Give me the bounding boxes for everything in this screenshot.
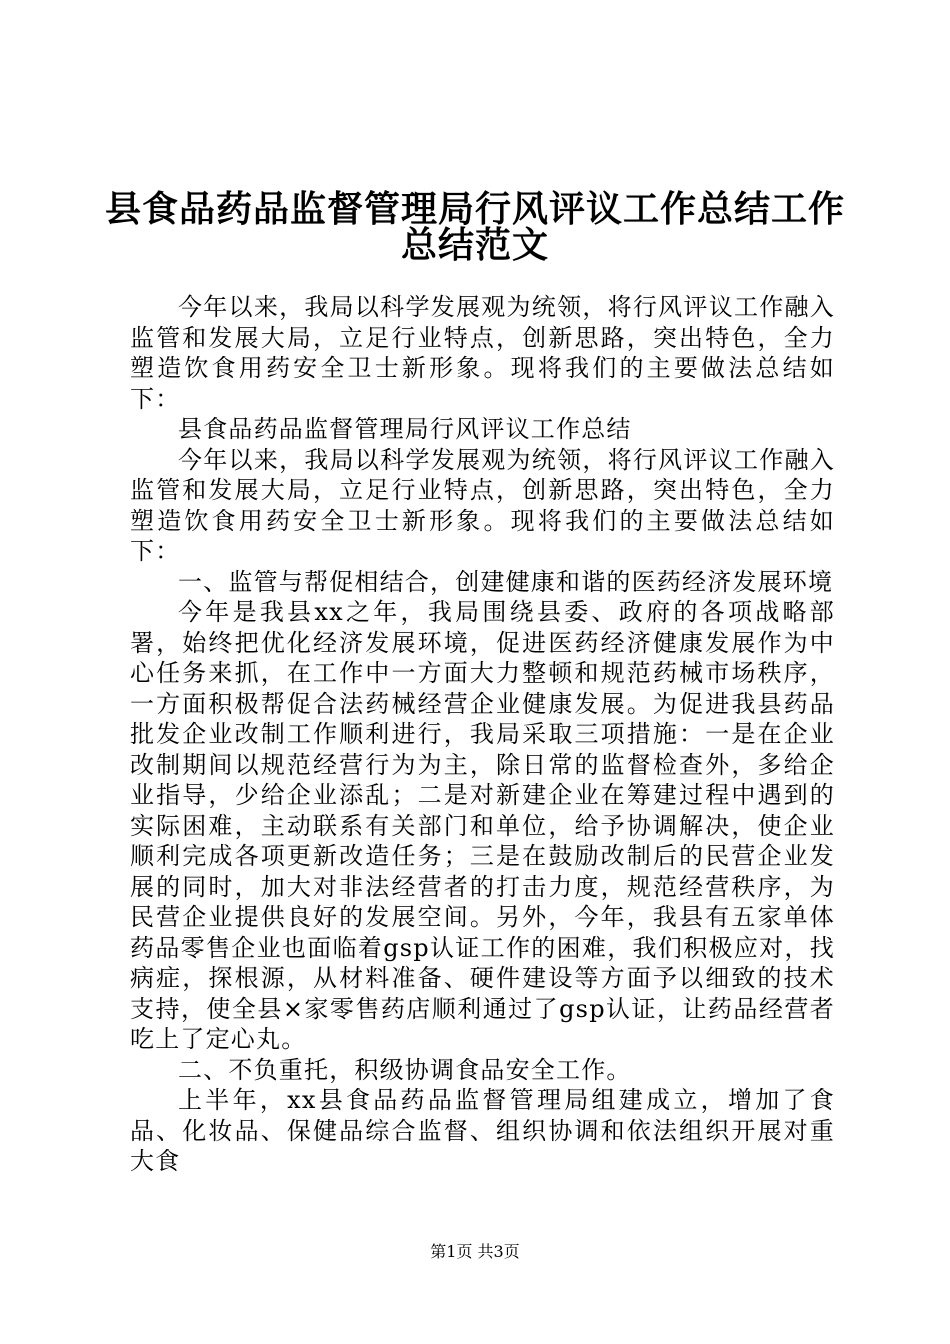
document-title-line2: 总结范文 bbox=[400, 225, 549, 266]
paragraph: 今年以来，我局以科学发展观为统领，将行风评议工作融入监管和发展大局，立足行业特点，创新思路，突出特色，全力塑造饮食用药安全卫士新形象。现将我们的主要做法总结如下： bbox=[130, 293, 835, 413]
page-footer: 第1页 共3页 bbox=[430, 1242, 520, 1261]
paragraph: 今年是我县xx之年，我局围绕县委、政府的各项战略部署，始终把优化经济发展环境，促进医药经济健康发展作为中心任务来抓，在工作中一方面大力整顿和规范药械市场秩序，一方面积极帮促合法药械经营企业健康发展。为促进我县药品批发企业改制工作顺利进行，我局采取三项措施：一是在企业改制期间以规范经营行为为主，除日常的监督检查外，多给企业指导，少给企业添乱；二是对新建企业在筹建过程中遇到的实际困难，主动联系有关部门和单位，给予协调解决，使企业顺利完成各项更新改造任务；三是在鼓励改制后的民营企业发展的同时，加大对非法经营者的打击力度，规范经营秩序，为民营企业提供良好的发展空间。另外，今年，我县有五家单体药品零售企业也面临着gsp认证工作的困难，我们积极应对，找病症，探根源，从材料准备、硬件建设等方面予以细致的技术支持，使全县×家零售药店顺利通过了gsp认证，让药品经营者吃上了定心丸。 bbox=[130, 598, 835, 1053]
paragraph: 县食品药品监督管理局行风评议工作总结 bbox=[178, 415, 632, 443]
paragraph: 今年以来，我局以科学发展观为统领，将行风评议工作融入监管和发展大局，立足行业特点，创新思路，突出特色，全力塑造饮食用药安全卫士新形象。现将我们的主要做法总结如下： bbox=[130, 445, 835, 565]
section-heading: 二、不负重托，积级协调食品安全工作。 bbox=[178, 1055, 632, 1084]
section-heading: 一、监管与帮促相结合，创建健康和谐的医药经济发展环境 bbox=[178, 567, 834, 596]
paragraph: 上半年，xx县食品药品监督管理局组建成立，增加了食品、化妆品、保健品综合监督、组织协调和依法组织开展对重大食 bbox=[130, 1086, 835, 1175]
document-body bbox=[130, 292, 835, 1177]
document-title-line1: 县食品药品监督管理局行风评议工作总结工作 bbox=[104, 189, 845, 230]
